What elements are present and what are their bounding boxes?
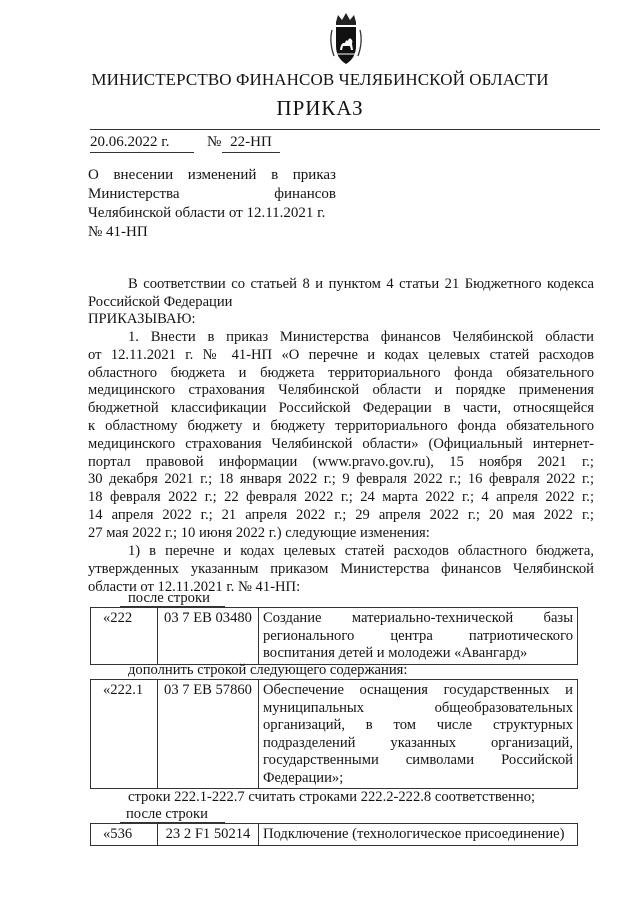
after-row-label: после строки [128, 590, 210, 606]
row-number-cell: «222 [91, 608, 158, 665]
table-row [91, 680, 578, 789]
code-cell: 23 2 F1 50214 [158, 824, 259, 846]
table-old-row-536 [90, 823, 578, 846]
description-cell: Создание материально-технической базы регионального центра патриотического воспитания детей и молодежи «Авангард» [259, 608, 578, 665]
subject-line: Челябинской области от 12.11.2021 г. [88, 205, 326, 221]
table-row [91, 824, 578, 846]
date-underline [90, 152, 194, 153]
coat-of-arms-icon [326, 12, 366, 70]
description-cell: Обеспечение оснащения государственных и муниципальных общеобразовательных организаций, в том числе структурных подразделений указанных организаций, государственными символами Российской Федерации»; [259, 680, 578, 789]
order-number-label: № [207, 134, 222, 150]
table-old-row-222 [90, 607, 578, 665]
subject-line: О внесении изменений в приказ [88, 167, 336, 183]
header-divider [90, 129, 600, 130]
subject-line: № 41-НП [88, 224, 148, 240]
table-row [91, 608, 578, 665]
row-number-cell: «222.1 [91, 680, 158, 789]
order-subject [88, 166, 336, 242]
code-cell: 03 7 ЕВ 57860 [158, 680, 259, 789]
table-new-row-222-1 [90, 679, 578, 789]
ministry-name: МИНИСТЕРСТВО ФИНАНСОВ ЧЕЛЯБИНСКОЙ ОБЛАСТИ [91, 70, 549, 89]
description-cell: Подключение (технологическое присоединение) [259, 824, 578, 846]
renumber-note: строки 222.1-222.7 считать строками 222.2-222.8 соответственно; [128, 789, 536, 805]
item-1-paragraph: 1. Внести в приказ Министерства финансов Челябинской области от 12.11.2021 г. № 41-НП «О перечне и кодах целевых статей расходов областного бюджета и бюджета территориального фонда обязательного медицинского страхования Челябинской области и порядке применения бюджетной классификации Российской Федерации в части, относящейся к областному бюджету и бюджету территориального фонда обязательного медицинского страхования Челябинской области» (Официальный интернет- портал правовой информации (www.pravo.gov.ru), 15 ноября 2021 г.; 30 декабря 2021 г.; 18 января 2022 г.; 9 февраля 2022 г.; 16 февраля 2022 г.; 18 февраля 2022 г.; 22 февраля 2022 г.; 24 марта 2022 г.; 4 апреля 2022 г.; 14 апреля 2022 г.; 21 апреля 2022 г.; 29 апреля 2022 г.; 20 мая 2022 г.; 27 мая 2022 г.; 10 июня 2022 г.) следующие изменения: [88, 329, 594, 541]
number-underline [222, 152, 280, 153]
order-number: 22-НП [230, 134, 272, 150]
preamble-paragraph: В соответствии со статьей 8 и пунктом 4 статьи 21 Бюджетного кодекса Российской Федерации [88, 276, 594, 310]
order-date: 20.06.2022 г. [90, 134, 170, 150]
document-type-title: ПРИКАЗ [276, 96, 364, 120]
subject-line: Министерства финансов [88, 186, 336, 202]
subitem-1-paragraph: 1) в перечне и кодах целевых статей расходов областного бюджета, утвержденных указанным приказом Министерства финансов Челябинской области от 12.11.2021 г. № 41-НП: [88, 543, 594, 595]
after-row-label: после строки [126, 806, 208, 822]
add-row-label: дополнить строкой следующего содержания: [128, 662, 408, 678]
orders-heading: ПРИКАЗЫВАЮ: [88, 311, 196, 327]
code-cell: 03 7 ЕВ 03480 [158, 608, 259, 665]
row-number-cell: «536 [91, 824, 158, 846]
